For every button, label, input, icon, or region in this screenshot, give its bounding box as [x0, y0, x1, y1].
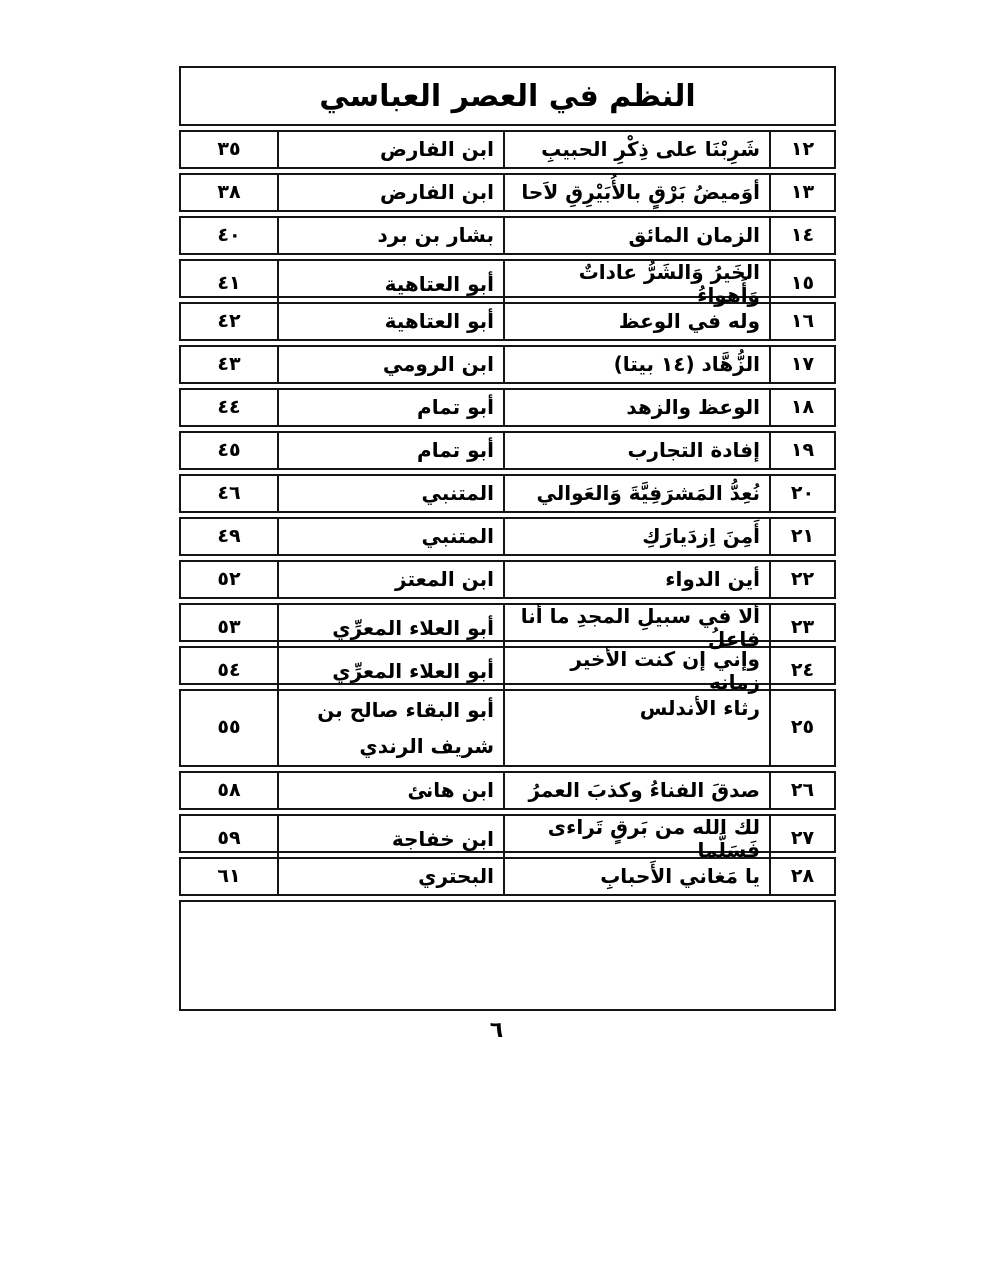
page-reference-cell: ٤٩ — [217, 524, 241, 547]
page-reference-cell: ٥٩ — [217, 827, 241, 850]
entry-number-cell: ١٣ — [769, 175, 834, 210]
poem-title-cell: نُعِدُّ المَشرَفِيَّةَ وَالعَوالي — [503, 476, 769, 511]
poem-title-cell: إفادة التجارب — [503, 433, 769, 468]
table-row — [179, 517, 836, 556]
poem-title-cell: أوَميضُ بَرْقٍ بالأُبَيْرِقِ لاَحا — [503, 175, 769, 210]
table-row — [179, 345, 836, 384]
poem-title-cell: رثاء الأندلس — [503, 691, 769, 765]
entry-number-cell: ١٧ — [769, 347, 834, 382]
page-reference-cell: ٤٣ — [217, 352, 241, 375]
page-reference-cell: ٥٢ — [217, 567, 241, 590]
table-row — [179, 814, 836, 862]
entry-number-cell: ٢٨ — [769, 859, 834, 894]
poem-title-cell: شَرِبْنَا على ذِكْرِ الحبيبِ — [503, 132, 769, 167]
entry-number-cell: ٢١ — [769, 519, 834, 554]
table-row — [179, 259, 836, 307]
poem-title-cell: وإني إن كنت الأخير زمانه — [503, 648, 769, 694]
poet-name-cell: ابن الفارض — [277, 175, 503, 210]
table-row — [179, 431, 836, 470]
page-reference-cell: ٥٣ — [217, 616, 241, 639]
table-row — [179, 302, 836, 341]
poet-name-cell: ابن الرومي — [277, 347, 503, 382]
page-reference-cell: ٤٥ — [217, 438, 241, 461]
table-row — [179, 130, 836, 169]
page-reference-cell: ٦١ — [217, 864, 241, 887]
poet-name-cell: البحتري — [277, 859, 503, 894]
poet-name-cell: بشار بن برد — [277, 218, 503, 253]
poet-name-cell: أبو تمام — [277, 433, 503, 468]
toc-table — [179, 66, 836, 1011]
poem-title-cell: الزُّهَّاد (١٤ بيتا) — [503, 347, 769, 382]
entry-number-cell: ٢٦ — [769, 773, 834, 808]
page-reference-cell: ٣٥ — [217, 137, 241, 160]
poet-name-cell: أبو العلاء المعرِّي — [277, 605, 503, 651]
poem-title-cell: أين الدواء — [503, 562, 769, 597]
table-row — [179, 173, 836, 212]
table-row — [179, 603, 836, 651]
poem-title-cell: وله في الوعظ — [503, 304, 769, 339]
entry-number-cell: ٢٠ — [769, 476, 834, 511]
page-reference-cell: ٥٥ — [217, 716, 241, 739]
entry-number-cell: ٢٣ — [769, 605, 834, 651]
page-reference-cell: ٥٨ — [217, 778, 241, 801]
entry-number-cell: ١٩ — [769, 433, 834, 468]
poet-name-cell: ابن هانئ — [277, 773, 503, 808]
poet-name-cell: أبو العلاء المعرِّي — [277, 648, 503, 694]
poem-title-cell: الزمان المائق — [503, 218, 769, 253]
table-row — [179, 857, 836, 896]
poet-name-cell: أبو العتاهية — [277, 304, 503, 339]
poet-name-cell: المتنبي — [277, 519, 503, 554]
table-row — [179, 689, 836, 767]
poem-title-cell: صدقَ الفناءُ وكذبَ العمرُ — [503, 773, 769, 808]
table-row — [179, 474, 836, 513]
entry-number-cell: ٢٧ — [769, 816, 834, 862]
poem-title-cell: الوعظ والزهد — [503, 390, 769, 425]
table-row — [179, 646, 836, 694]
poet-name-cell: أبو العتاهية — [277, 261, 503, 307]
poem-title-cell: يا مَغاني الأَحبابِ — [503, 859, 769, 894]
entry-number-cell: ١٨ — [769, 390, 834, 425]
entry-number-cell: ٢٤ — [769, 648, 834, 694]
entry-number-cell: ١٢ — [769, 132, 834, 167]
entry-number-cell: ١٤ — [769, 218, 834, 253]
poem-title-cell: الخَيرُ وَالشَرُّ عاداتٌ وَأَهواءُ — [503, 261, 769, 307]
page-reference-cell: ٤٦ — [217, 481, 241, 504]
page-reference-cell: ٤٢ — [217, 309, 241, 332]
poem-title-cell: أَمِنَ اِزدَيارَكِ — [503, 519, 769, 554]
page-title: النظم في العصر العباسي — [319, 78, 696, 114]
table-row — [179, 560, 836, 599]
page-number: ٦ — [489, 1018, 504, 1043]
page-reference-cell: ٤٠ — [217, 223, 241, 246]
entry-number-cell: ١٦ — [769, 304, 834, 339]
poem-title-cell: لك الله من بَرقٍ تَراءى فَسَلَّما — [503, 816, 769, 862]
table-row — [179, 388, 836, 427]
entry-number-cell: ١٥ — [769, 261, 834, 307]
page-reference-cell: ٥٤ — [217, 659, 241, 682]
poet-name-cell: ابن خفاجة — [277, 816, 503, 862]
table-row — [179, 216, 836, 255]
toc-rows — [179, 130, 836, 896]
page-reference-cell: ٤١ — [217, 272, 241, 295]
poet-name-cell: ابن المعتز — [277, 562, 503, 597]
poet-name-cell: ابن الفارض — [277, 132, 503, 167]
poet-name-cell: أبو تمام — [277, 390, 503, 425]
page-reference-cell: ٣٨ — [217, 180, 241, 203]
entry-number-cell: ٢٢ — [769, 562, 834, 597]
empty-row — [179, 900, 836, 1011]
table-row — [179, 771, 836, 810]
table-title-row — [179, 66, 836, 126]
poet-name-cell: المتنبي — [277, 476, 503, 511]
page-reference-cell: ٤٤ — [217, 395, 241, 418]
poet-name-cell: أبو البقاء صالح بن شريف الرندي — [277, 691, 503, 765]
entry-number-cell: ٢٥ — [769, 691, 834, 765]
poem-title-cell: ألا في سبيلِ المجدِ ما أنا فاعلُ — [503, 605, 769, 651]
